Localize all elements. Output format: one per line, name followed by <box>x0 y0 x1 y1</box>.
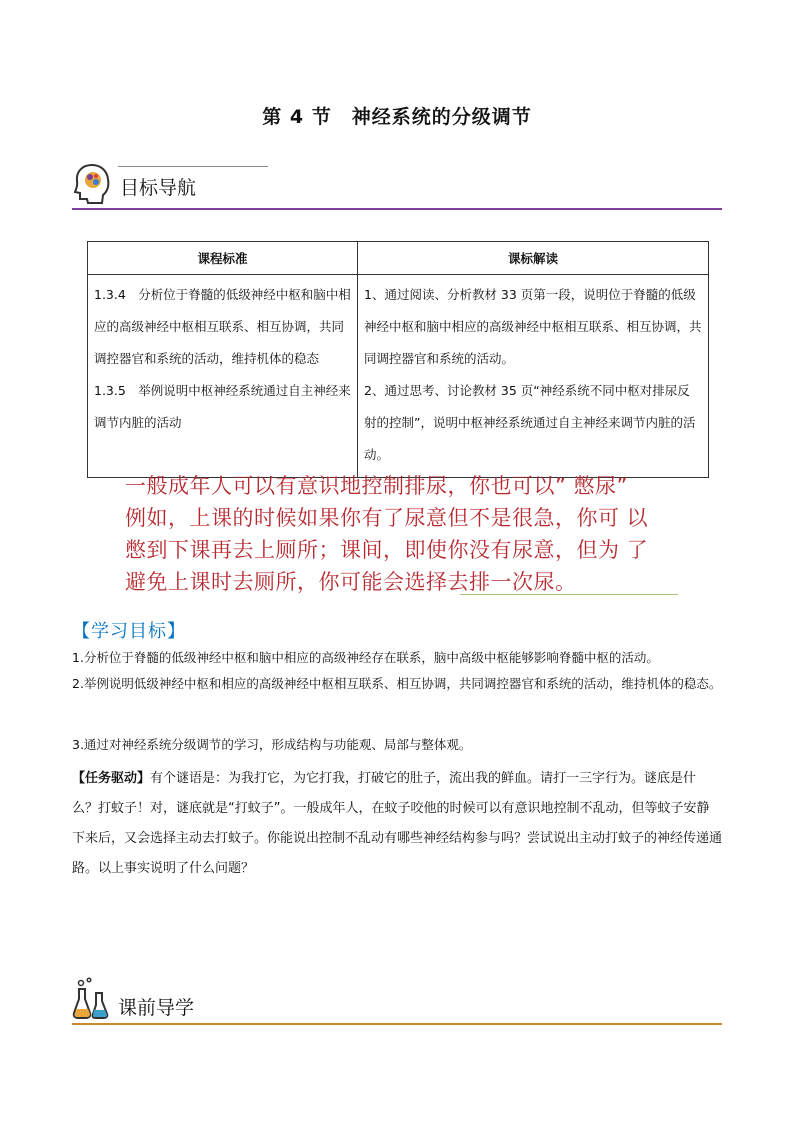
urination-control-paragraph <box>125 470 685 598</box>
learning-goals-list <box>72 645 722 697</box>
red-line: 一般成年人可以有意识地控制排尿，你也可以” 憋尿” <box>125 474 628 498</box>
section-label: 目标导航 <box>120 177 197 199</box>
section-rule <box>72 208 722 210</box>
red-line: 例如，上课的时候如果你有了尿意但不是很急，你可 以 <box>125 506 649 530</box>
section-header-goal-nav <box>72 160 722 210</box>
standard-item: 1.3.4 分析位于脊髓的低级神经中枢和脑中相应的高级神经中枢相互联系、相互协调，共同调控器官和系统的活动，维持机体的稳态 <box>94 287 351 366</box>
learning-goals-title: 【学习目标】 <box>72 621 186 642</box>
red-line: 避免上课时去厕所，你可能会选择去排一次尿。 <box>125 570 577 594</box>
interpretation-item: 1、通过阅读、分析教材 33 页第一段，说明位于脊髓的低级神经中枢和脑中相应的高级神经中枢相互联系、相互协调，共同调控器官和系统的活动。 <box>364 287 702 366</box>
task-text: 有个谜语是：为我打它，为它打我，打破它的肚子，流出我的鲜血。请打一三字行为。谜底是什么？打蚊子！对，谜底就是“打蚊子”。一般成年人，在蚊子咬他的时候可以有意识地控制不乱动，但等蚊子安静下来后，又会选择主动去打蚊子。你能说出控制不乱动有哪些神经结构参与吗？尝试说出主动打蚊子的神经传递通路。以上事实说明了什么问题？ <box>72 771 723 876</box>
page-title: 第 4 节 神经系统的分级调节 <box>262 106 532 128</box>
section-header-pre-class <box>72 975 722 1025</box>
section-rule <box>72 1023 722 1025</box>
red-line: 憋到下课再去上厕所；课间，即使你没有尿意，但为 了 <box>125 538 649 562</box>
learning-goals-list-2 <box>72 732 722 758</box>
section-label: 课前导学 <box>118 997 195 1019</box>
header-top-line <box>118 166 268 167</box>
table-row <box>88 275 709 478</box>
goal-item: 2.举例说明低级神经中枢和相应的高级神经中枢相互联系、相互协调，共同调控器官和系统的活动，维持机体的稳态。 <box>72 676 722 691</box>
table-cell-interpretation <box>358 275 709 478</box>
curriculum-table <box>87 241 709 478</box>
task-label: 【任务驱动】 <box>72 771 151 786</box>
flask-icon <box>72 977 112 1019</box>
interpretation-item: 2、通过思考、讨论教材 35 页“神经系统不同中枢对排尿反射的控制”，说明中枢神经系统通过自主神经来调节内脏的活动。 <box>364 383 696 462</box>
table-cell-standard <box>88 275 358 478</box>
standard-item: 1.3.5 举例说明中枢神经系统通过自主神经来调节内脏的活动 <box>94 383 351 430</box>
underline-decoration <box>460 594 678 595</box>
goal-item: 1.分析位于脊髓的低级神经中枢和脑中相应的高级神经存在联系，脑中高级中枢能够影响脊髓中枢的活动。 <box>72 650 659 665</box>
table-header-standard: 课程标准 <box>88 242 358 275</box>
task-drive-paragraph <box>72 764 722 884</box>
table-header-interpretation: 课标解读 <box>358 242 709 275</box>
brain-head-icon <box>72 162 112 204</box>
table-header-row <box>88 242 709 275</box>
goal-item: 3.通过对神经系统分级调节的学习，形成结构与功能观、局部与整体观。 <box>72 737 472 752</box>
